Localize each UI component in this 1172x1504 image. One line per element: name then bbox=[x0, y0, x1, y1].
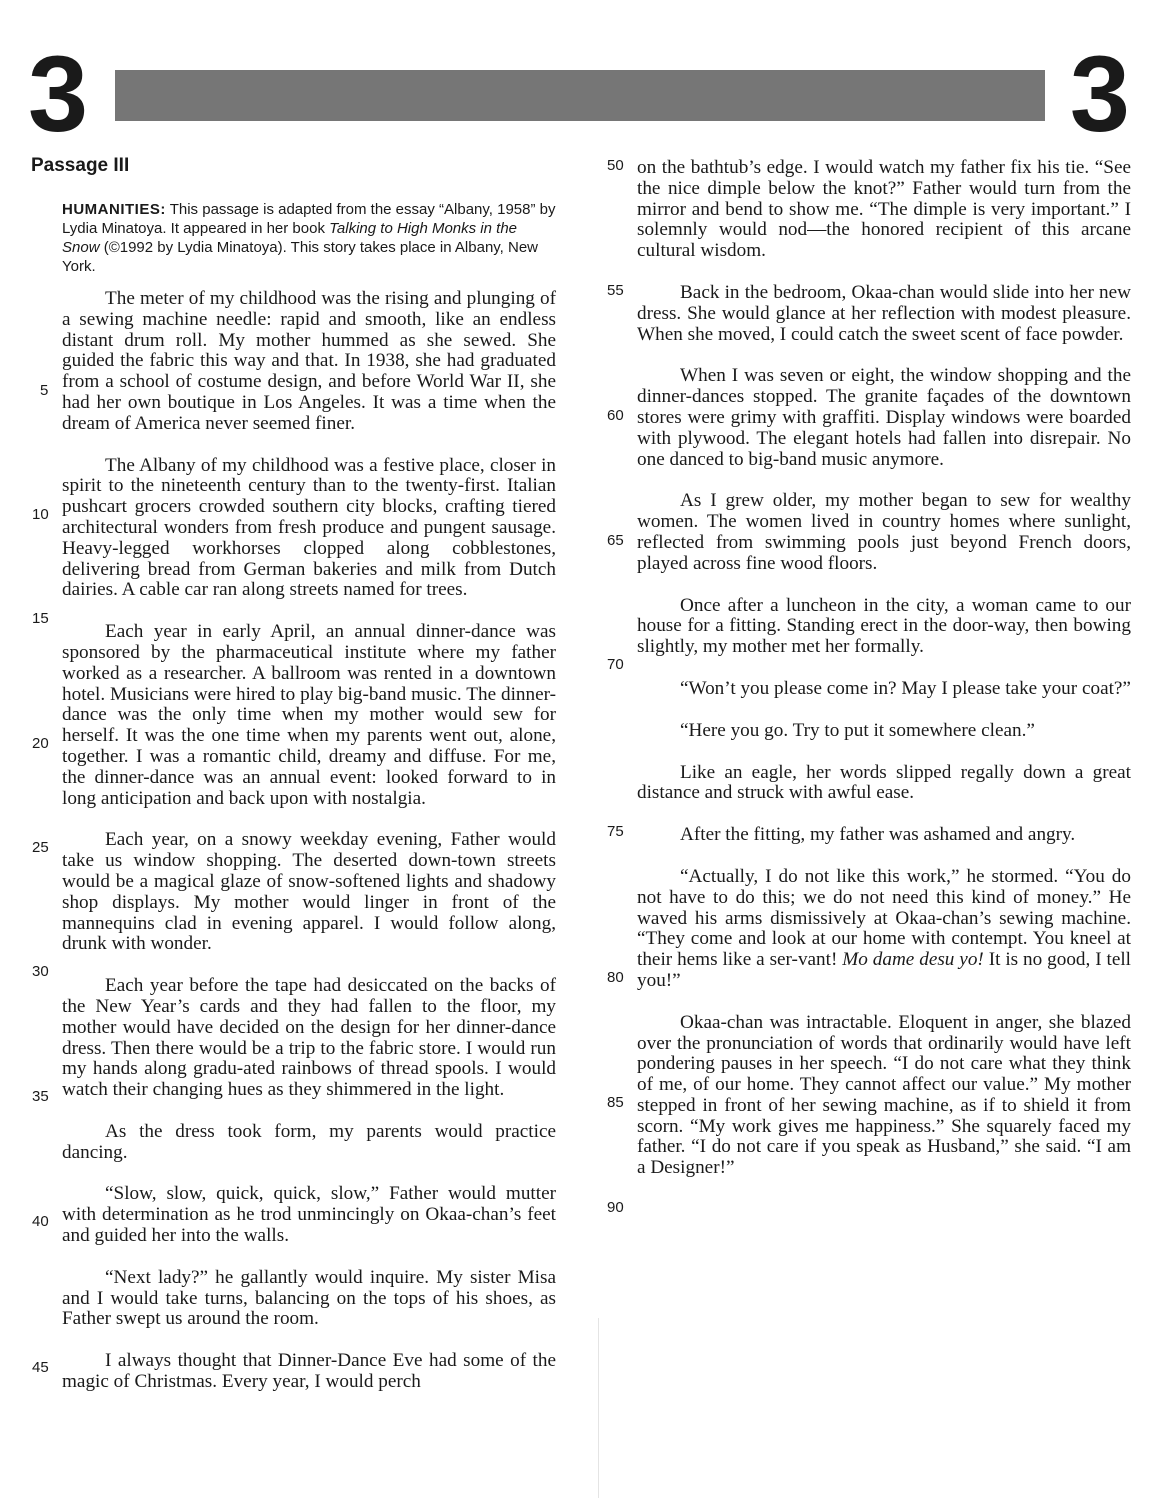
line-number: 15 bbox=[32, 610, 49, 627]
line-number: 30 bbox=[32, 963, 49, 980]
paragraph: Each year, on a snowy weekday evening, Father would take us window shopping. The deserted down-town streets would be a magical glaze of snow-softened lights and shadowy shop displays. My mother would linger in front of the mannequins clad in evening apparel. I would follow along, drunk with wonder. bbox=[62, 829, 556, 955]
page-section-number-left: 3 bbox=[28, 33, 89, 154]
paragraph-text: “Actually, I do not like this work,” he stormed. “You do not have to do this; we do not need this kind of money.” He waved his arms dismissively at Okaa-chan’s sewing machine. “They come and look at our home with contempt. You kneel at their hems like a ser-vant! bbox=[637, 865, 1131, 971]
paragraph: Back in the bedroom, Okaa-chan would slide into her new dress. She would glance at her reflection with modest pleasure. When she moved, I could catch the sweet scent of face powder. bbox=[637, 281, 1131, 345]
paragraph: After the fitting, my father was ashamed and angry. bbox=[680, 824, 1076, 846]
paragraph-text: It is no good, I tell you!” bbox=[637, 949, 1132, 991]
paragraph: “Here you go. Try to put it somewhere clean.” bbox=[680, 719, 1035, 741]
paragraph: “Next lady?” he gallantly would inquire. My sister Misa and I would take turns, balancing on the tops of his shoes, as Father swept us around the room. bbox=[62, 1266, 556, 1330]
intro-category-label: HUMANITIES: bbox=[62, 201, 166, 218]
paragraph: Each year before the tape had desiccated on the backs of the New Year’s cards and they had fallen to the floor, my mother would have decided on the design for her dinner-dance dress. Then there would be a trip to the fabric store. I would run my hands along gradu-ated rainbows of thread spools. I would watch their changing hues as they shimmered in the light. bbox=[62, 975, 556, 1101]
paragraph-italic-text: Mo dame desu yo! bbox=[842, 949, 984, 971]
line-number: 10 bbox=[32, 506, 49, 523]
line-number: 35 bbox=[32, 1088, 49, 1105]
line-number: 20 bbox=[32, 735, 49, 752]
paragraph: As I grew older, my mother began to sew for wealthy women. The women lived in country homes where sunlight, reflected from swimming pools just beyond French doors, played across fine wood floors. bbox=[637, 490, 1131, 574]
passage-body-left bbox=[62, 289, 556, 1393]
paragraph: Each year in early April, an annual dinner-dance was sponsored by the pharmaceutical institute where my father worked as a researcher. A ballroom was rented in a downtown hotel. Musicians were hired to play big-band music. The dinner-dance was the only time when my mother would sew for herself. It was the one time when my parents went out, alone, together. I was a romantic child, dreamy and diffuse. For me, the dinner-dance was an annual event: looked forward to in long anticipation and back upon with nostalgia. bbox=[62, 621, 556, 809]
line-number: 75 bbox=[607, 823, 624, 840]
paragraph: Okaa-chan was intractable. Eloquent in anger, she blazed over the pronunciation of words that ordinarily would have left pondering pauses in her speech. “I do not care what they think of me, of our home. They cannot affect our value.” My mother stepped in front of her sewing machine, as if to shield it from scorn. “My work gives me happiness.” She squarely faced my father. “I do not care if you speak as Husband,” she said. “I am a Designer!” bbox=[637, 1011, 1131, 1179]
paragraph: As the dress took form, my parents would practice dancing. bbox=[62, 1120, 556, 1163]
paragraph: Like an eagle, her words slipped regally down a great distance and struck with awful ease. bbox=[637, 761, 1131, 804]
intro-book-title: Talking to High Monks in the Snow bbox=[62, 220, 518, 256]
paragraph: The meter of my childhood was the rising and plunging of a sewing machine needle: rapid and smooth, like an endless distant drum roll. My mother hummed as she sewed. She guided the fabric this way and that. In 1938, she had graduated from a school of costume design, and before World War II, she had her own boutique in Los Angeles. It was a time when the dream of America never seemed finer. bbox=[62, 288, 556, 434]
right-column bbox=[637, 150, 1131, 1200]
line-number: 25 bbox=[32, 839, 49, 856]
page-section-number-right: 3 bbox=[1069, 33, 1130, 154]
line-number: 45 bbox=[32, 1359, 49, 1376]
passage-intro bbox=[62, 200, 556, 276]
passage-label: Passage III bbox=[31, 155, 130, 176]
line-number: 80 bbox=[607, 969, 624, 986]
intro-text-2: (©1992 by Lydia Minatoya). This story takes place in Albany, New York. bbox=[62, 239, 539, 275]
paragraph: I always thought that Dinner-Dance Eve had some of the magic of Christmas. Every year, I would perch bbox=[62, 1350, 556, 1393]
paragraph: When I was seven or eight, the window shopping and the dinner-dances stopped. The granite façades of the downtown stores were grimy with graffiti. Display windows were boarded with plywood. The elegant hotels had fallen into disrepair. No one danced to big-band music anymore. bbox=[637, 365, 1131, 470]
line-number: 65 bbox=[607, 532, 624, 549]
column-divider bbox=[598, 1318, 599, 1498]
passage-body-right bbox=[637, 158, 1131, 1179]
line-number: 5 bbox=[40, 382, 49, 399]
line-number: 90 bbox=[607, 1199, 624, 1216]
left-column bbox=[31, 150, 556, 1414]
header-bar bbox=[115, 70, 1045, 121]
paragraph: Once after a luncheon in the city, a woman came to our house for a fitting. Standing erect in the door-way, then bowing slightly, my mother met her formally. bbox=[637, 594, 1131, 658]
paragraph: The Albany of my childhood was a festive place, closer in spirit to the nineteenth century than to the twenty-first. Italian pushcart grocers crowded southern city blocks, crafting tiered architectural wonders from fresh produce and pungent sausage. Heavy-legged workhorses clopped along cobblestones, delivering bread from German bakeries and milk from Dutch dairies. A cable car ran along streets named for trees. bbox=[62, 454, 556, 601]
paragraph: on the bathtub’s edge. I would watch my father fix his tie. “See the nice dimple below the knot?” Father would turn from the mirror and bend to show me. “The dimple is very important.” I solemnly would nod—the honored recipient of this arcane cultural wisdom. bbox=[637, 157, 1131, 262]
line-number: 60 bbox=[607, 407, 624, 424]
paragraph: “Won’t you please come in? May I please take your coat?” bbox=[680, 677, 1131, 699]
line-number: 85 bbox=[607, 1094, 624, 1111]
line-number: 70 bbox=[607, 656, 624, 673]
line-number: 40 bbox=[32, 1213, 49, 1230]
intro-text-1: This passage is adapted from the essay “Albany, 1958” by Lydia Minatoya. It appeared in her book bbox=[62, 201, 556, 237]
line-number: 55 bbox=[607, 282, 624, 299]
paragraph bbox=[637, 867, 1131, 992]
paragraph: “Slow, slow, quick, quick, slow,” Father would mutter with determination as he trod unmincingly on Okaa-chan’s feet and guided her into the walls. bbox=[62, 1183, 556, 1247]
line-number: 50 bbox=[607, 157, 624, 174]
